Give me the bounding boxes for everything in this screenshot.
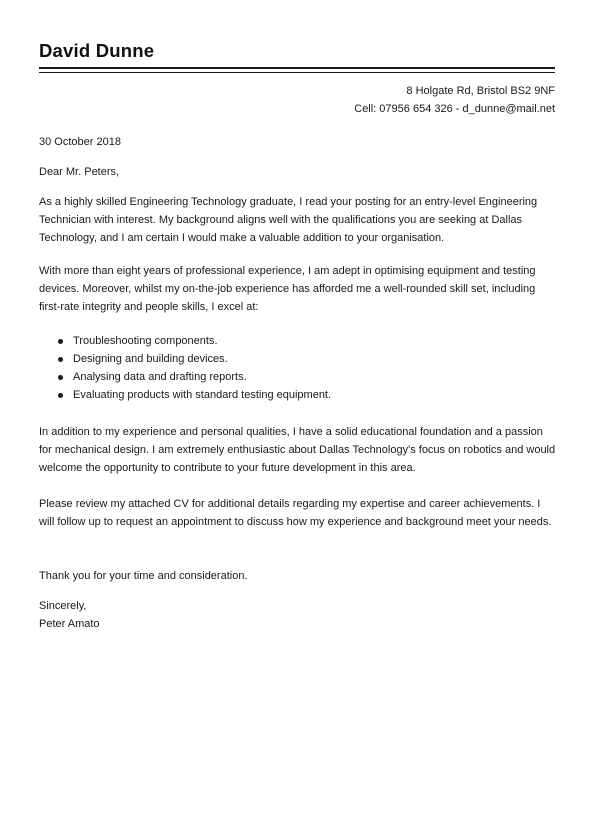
skills-list: [39, 332, 331, 404]
skill-text: Analysing data and drafting reports.: [73, 371, 247, 383]
experience-paragraph: With more than eight years of professional experience, I am adept in optimising equipment and testing devices. Moreover, whilst my on-the-job experience has afforded me a well-rounded skill set, including first-rate integrity and people skills, I excel at:: [39, 265, 536, 313]
letter-date: 30 October 2018: [39, 136, 121, 148]
header-divider-thick: [39, 67, 555, 69]
bullet-icon: [58, 375, 63, 380]
intro-paragraph: As a highly skilled Engineering Technology graduate, I read your posting for an entry-level Engineering Technician with interest. My background aligns well with the qualifications you are seeking at Dallas Technology, and I am certain I would make a valuable addition to your organisation.: [39, 196, 538, 244]
contact-block: [354, 82, 555, 118]
phone-email-line: Cell: 07956 654 326 - d_dunne@mail.net: [354, 103, 555, 115]
qualities-paragraph: In addition to my experience and personal qualities, I have a solid educational foundation and a passion for mechanical design. I am extremely enthusiastic about Dallas Technology's focus on robotics and would welcome the opportunity to contribute to your future development in this area.: [39, 426, 556, 474]
applicant-name: David Dunne: [39, 40, 155, 61]
list-item: [39, 368, 331, 386]
signature-name: Peter Amato: [39, 618, 100, 630]
skill-text: Designing and building devices.: [73, 353, 228, 365]
closing-block: [39, 597, 557, 633]
skill-text: Evaluating products with standard testing equipment.: [73, 389, 332, 401]
sign-off: Sincerely,: [39, 600, 87, 612]
follow-up-paragraph: Please review my attached CV for additional details regarding my expertise and career achievements. I will follow up to request an appointment to discuss how my experience and background meet your needs.: [39, 498, 552, 528]
address-line: 8 Holgate Rd, Bristol BS2 9NF: [406, 85, 555, 97]
list-item: [39, 332, 331, 350]
list-item: [39, 386, 331, 404]
bullet-icon: [58, 357, 63, 362]
bullet-icon: [58, 339, 63, 344]
header-divider-thin: [39, 72, 555, 73]
skill-text: Troubleshooting components.: [73, 335, 218, 347]
bullet-icon: [58, 393, 63, 398]
thanks-line: Thank you for your time and consideration.: [39, 570, 248, 582]
list-item: [39, 350, 331, 368]
salutation: Dear Mr. Peters,: [39, 166, 120, 178]
